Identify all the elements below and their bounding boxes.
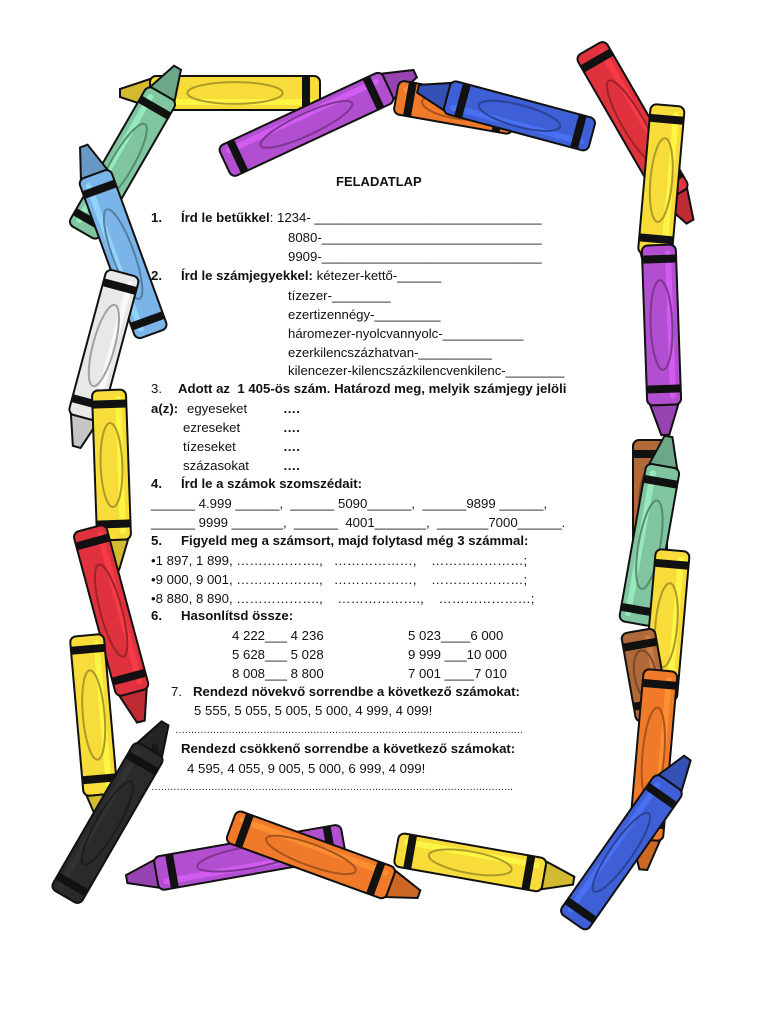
q2-item: kétezer-kettő-______ [312, 268, 442, 283]
q7-answer-line: ………………………………………………………………………………………………… [175, 725, 523, 736]
red-crayon-icon [575, 40, 704, 230]
q8-label: Rendezd csökkenő sorrendbe a következő számokat: [181, 741, 516, 756]
q1-answer-8080: 8080-______________________________ [288, 230, 542, 245]
q8-number: 8. [151, 741, 162, 756]
purple-crayon-icon [642, 244, 683, 435]
q4-label: Írd le a számok szomszédait: [181, 476, 363, 491]
q2-item: tízezer-________ [288, 288, 391, 303]
q8-answer-line: ……………………………………………………………………………………………………. [151, 782, 513, 793]
worksheet-title: FELADATLAP [336, 174, 422, 189]
q6-comparison: 5 023____6 000 [408, 628, 504, 643]
q1-answer-9909: 9909-______________________________ [288, 249, 542, 264]
q7-numbers: 5 555, 5 055, 5 005, 5 000, 4 999, 4 099! [194, 703, 433, 718]
q1-answer-1234: : 1234- _______________________________ [269, 210, 542, 225]
q2-line-1 [181, 268, 441, 284]
q7-label: Rendezd növekvő sorrendbe a következő számokat: [193, 684, 520, 699]
q2-item: kilencezer-kilencszázkilencvenkilenc-________ [288, 363, 565, 378]
q2-item: ezertizennégy-_________ [288, 307, 441, 322]
q4-number: 4. [151, 476, 162, 491]
q1-number: 1. [151, 210, 162, 225]
q2-item: ezerkilencszázhatvan-__________ [288, 345, 492, 360]
q3-item-label: egyeseket [187, 401, 248, 416]
yellow-crayon-icon [393, 833, 576, 898]
q2-item: háromezer-nyolcvannyolc-___________ [288, 326, 524, 341]
q2-number: 2. [151, 268, 162, 283]
q3-prefix: a(z): [151, 401, 179, 416]
q6-comparison: 9 999 ___10 000 [408, 647, 508, 662]
q8-numbers: 4 595, 4 055, 9 005, 5 000, 6 999, 4 099! [187, 761, 426, 776]
q1-line-1 [181, 210, 542, 226]
q3-item-dots: …. [283, 439, 300, 454]
q6-number: 6. [151, 608, 162, 623]
q3-item-label: tízeseket [183, 439, 236, 454]
q6-comparison: 5 628___ 5 028 [232, 647, 324, 662]
q3-text: Adott az 1 405-ös szám. Határozd meg, melyik számjegy jelöli [178, 381, 567, 396]
q6-comparison: 8 008___ 8 800 [232, 666, 324, 681]
q1-label: Írd le betűkkel [181, 210, 270, 225]
q3-item-dots: …. [283, 458, 300, 473]
q3-number: 3. [151, 381, 162, 396]
q3-item-dots: …. [283, 420, 300, 435]
q5-sequence: •1 897, 1 899, ………………., ………………, …………………; [151, 553, 528, 568]
q3-item-label: ezreseket [183, 420, 241, 435]
q4-line-1: ______ 4.999 ______, ______ 5090______, ______9899 ______, [151, 496, 548, 511]
q7-number: 7. [171, 684, 182, 699]
q6-comparison: 7 001 ____7 010 [408, 666, 508, 681]
q5-sequence: •8 880, 8 890, ………………., ………………., …………………; [151, 591, 535, 606]
q6-label: Hasonlítsd össze: [181, 608, 294, 623]
q3-item-label: százasokat [183, 458, 249, 473]
q4-line-2: ______ 9999 _______, ______ 4001_______, _______7000______. [151, 515, 566, 530]
q5-label: Figyeld meg a számsort, majd folytasd még 3 számmal: [181, 533, 529, 548]
q6-comparison: 4 222___ 4 236 [232, 628, 324, 643]
q2-label: Írd le számjegyekkel: [181, 268, 313, 283]
q5-sequence: •9 000, 9 001, ………………., ………………, …………………; [151, 572, 528, 587]
blue-crayon-icon [559, 748, 702, 931]
q3-item-dots: …. [283, 401, 300, 416]
q5-number: 5. [151, 533, 162, 548]
